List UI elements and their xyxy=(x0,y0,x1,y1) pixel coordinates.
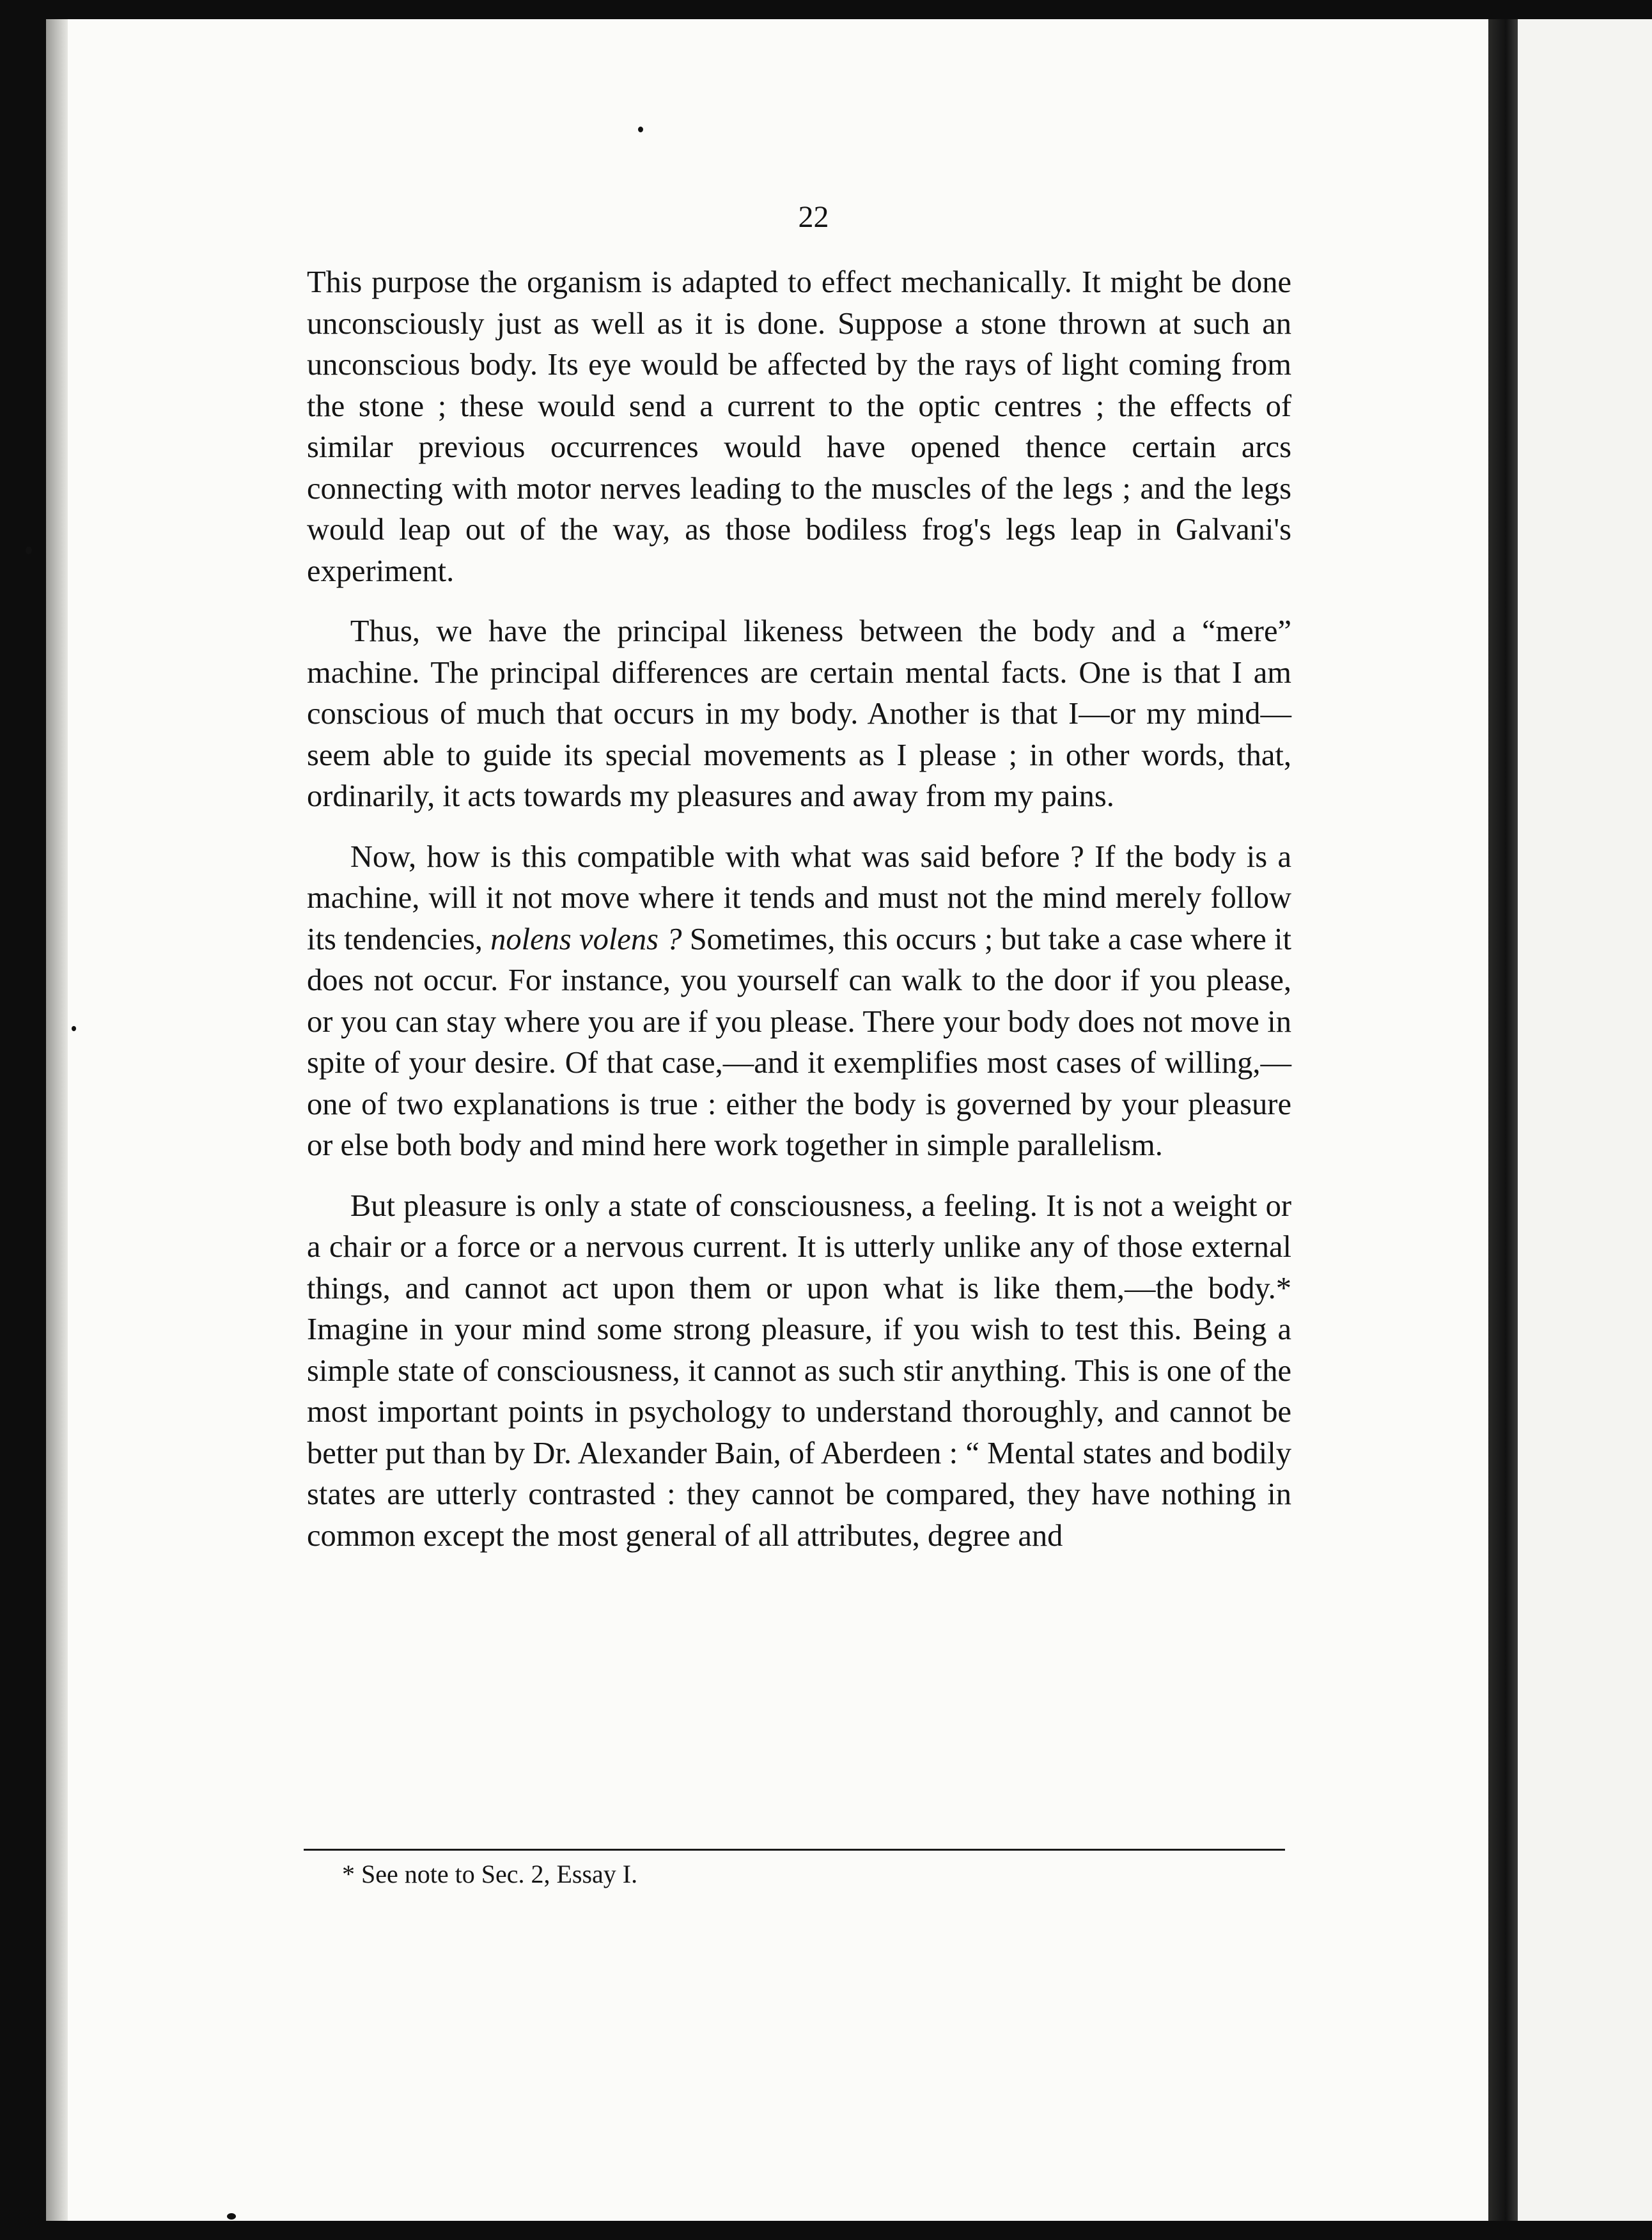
dust-speck xyxy=(72,1026,76,1031)
paragraph-3-end: Sometimes, this occurs ; but take a case where it does not occur. For instance, you yourself can walk to the door if you please, or you can stay where you are if you please. There your body does not move in spite of your desire. Of that case,—and it exemplifies most cases of willing,—one of two explanations is true : either the body is governed by your pleasure or else both body and mind here work together in simple parallelism. xyxy=(307,922,1291,1162)
dust-speck xyxy=(26,547,32,554)
body-text xyxy=(307,262,1291,1576)
paragraph-4: But pleasure is only a state of consciousness, a feeling. It is not a weight or a chair or a force or a nervous current. It is utterly unlike any of those external things, and cannot act upon them or upon what is like them,—the body.* Imagine in your mind some strong pleasure, if you wish to test this. Being a simple state of consciousness, it cannot as such stir anything. This is one of the most important points in psychology to understand thoroughly, and cannot be better put than by Dr. Alexander Bain, of Aberdeen : “ Mental states and bodily states are utterly contrasted : they cannot be compared, they have nothing in common except the most general of all attributes, degree and xyxy=(307,1188,1291,1553)
dust-speck xyxy=(638,127,643,132)
book-spine xyxy=(1488,19,1518,2221)
paragraph-3 xyxy=(307,837,1291,1167)
paragraph-2: Thus, we have the principal likeness between the body and a “mere” machine. The principal differences are certain mental facts. One is that I am conscious of much that occurs in my body. Another is that I—or my mind—seem able to guide its special movements as I please ; in other words, that, ordinarily, it acts towards my pleasures and away from my pains. xyxy=(307,614,1291,813)
latin-phrase: nolens volens ? xyxy=(490,922,682,956)
page-number: 22 xyxy=(798,200,829,234)
dust-speck xyxy=(227,2213,236,2220)
facing-page-edge xyxy=(1518,19,1652,2221)
paragraph-1: This purpose the organism is adapted to effect mechanically. It might be done unconsciously just as well as it is done. Suppose a stone thrown at such an unconscious body. Its eye would be affected by the rays of light coming from the stone ; these would send a current to the optic centres ; the effects of similar previous occurrences would have opened thence certain arcs connecting with motor nerves leading to the muscles of the legs ; and the legs would leap out of the way, as those bodiless frog's legs leap in Galvani's experiment. xyxy=(307,265,1291,588)
footnote-divider xyxy=(304,1849,1285,1851)
footnote: * See note to Sec. 2, Essay I. xyxy=(342,1860,638,1888)
paragraph-3-start: Now, how is this compatible with what was said before ? If the body is a machine, will it not move where it tends and must not the mind merely follow its tendencies, xyxy=(307,839,1291,956)
page-shadow-edge xyxy=(46,19,68,2221)
